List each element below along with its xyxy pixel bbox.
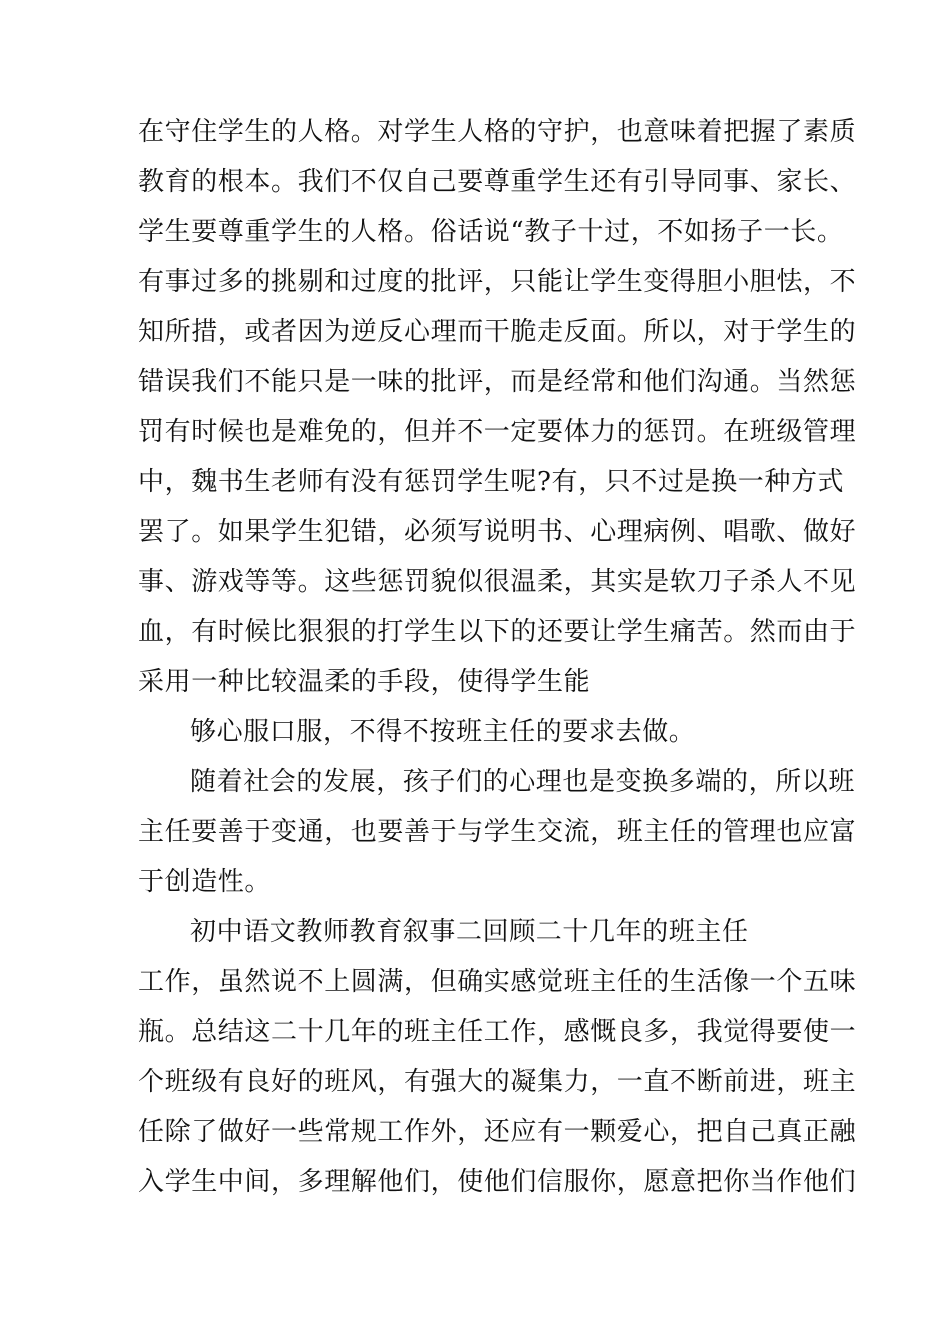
text-line-16: 于创造性。 [138, 867, 272, 897]
text-line-10: 事、游戏等等。这些惩罚貌似很温柔，其实是软刀子杀人不见 [138, 567, 857, 597]
text-line-20: 个班级有良好的班风，有强大的凝集力，一直不断前进，班主 [138, 1067, 857, 1097]
text-line-13: 够心服口服，不得不按班主任的要求去做。 [190, 717, 696, 747]
text-line-11: 血，有时候比狠狠的打学生以下的还要让学生痛苦。然而由于 [138, 617, 857, 647]
text-line-14: 随着社会的发展，孩子们的心理也是变换多端的，所以班 [190, 767, 856, 797]
text-line-4: 有事过多的挑剔和过度的批评，只能让学生变得胆小胆怯，不 [138, 267, 857, 297]
text-line-15: 主任要善于变通，也要善于与学生交流，班主任的管理也应富 [138, 817, 857, 847]
text-line-12: 采用一种比较温柔的手段，使得学生能 [138, 667, 591, 697]
text-line-2: 教育的根本。我们不仅自己要尊重学生还有引导同事、家长、 [138, 167, 857, 197]
text-line-22: 入学生中间，多理解他们，使他们信服你，愿意把你当作他们 [138, 1167, 857, 1197]
text-line-17: 初中语文教师教育叙事二回顾二十几年的班主任 [190, 917, 749, 947]
text-line-1: 在守住学生的人格。对学生人格的守护，也意味着把握了素质 [138, 117, 857, 147]
text-line-3: 学生要尊重学生的人格。俗话说“教子十过，不如扬子一长。 [138, 217, 844, 247]
text-line-5: 知所措，或者因为逆反心理而干脆走反面。所以，对于学生的 [138, 317, 857, 347]
text-line-9: 罢了。如果学生犯错，必须写说明书、心理病例、唱歌、做好 [138, 517, 857, 547]
text-line-7: 罚有时候也是难免的，但并不一定要体力的惩罚。在班级管理 [138, 417, 857, 447]
text-line-8: 中，魏书生老师有没有惩罚学生呢?有，只不过是换一种方式 [138, 467, 845, 497]
text-line-21: 任除了做好一些常规工作外，还应有一颗爱心，把自己真正融 [138, 1117, 857, 1147]
text-line-19: 瓶。总结这二十几年的班主任工作，感慨良多，我觉得要使一 [138, 1017, 857, 1047]
text-line-6: 错误我们不能只是一味的批评，而是经常和他们沟通。当然惩 [138, 367, 857, 397]
text-line-18: 工作，虽然说不上圆满，但确实感觉班主任的生活像一个五味 [138, 967, 857, 997]
